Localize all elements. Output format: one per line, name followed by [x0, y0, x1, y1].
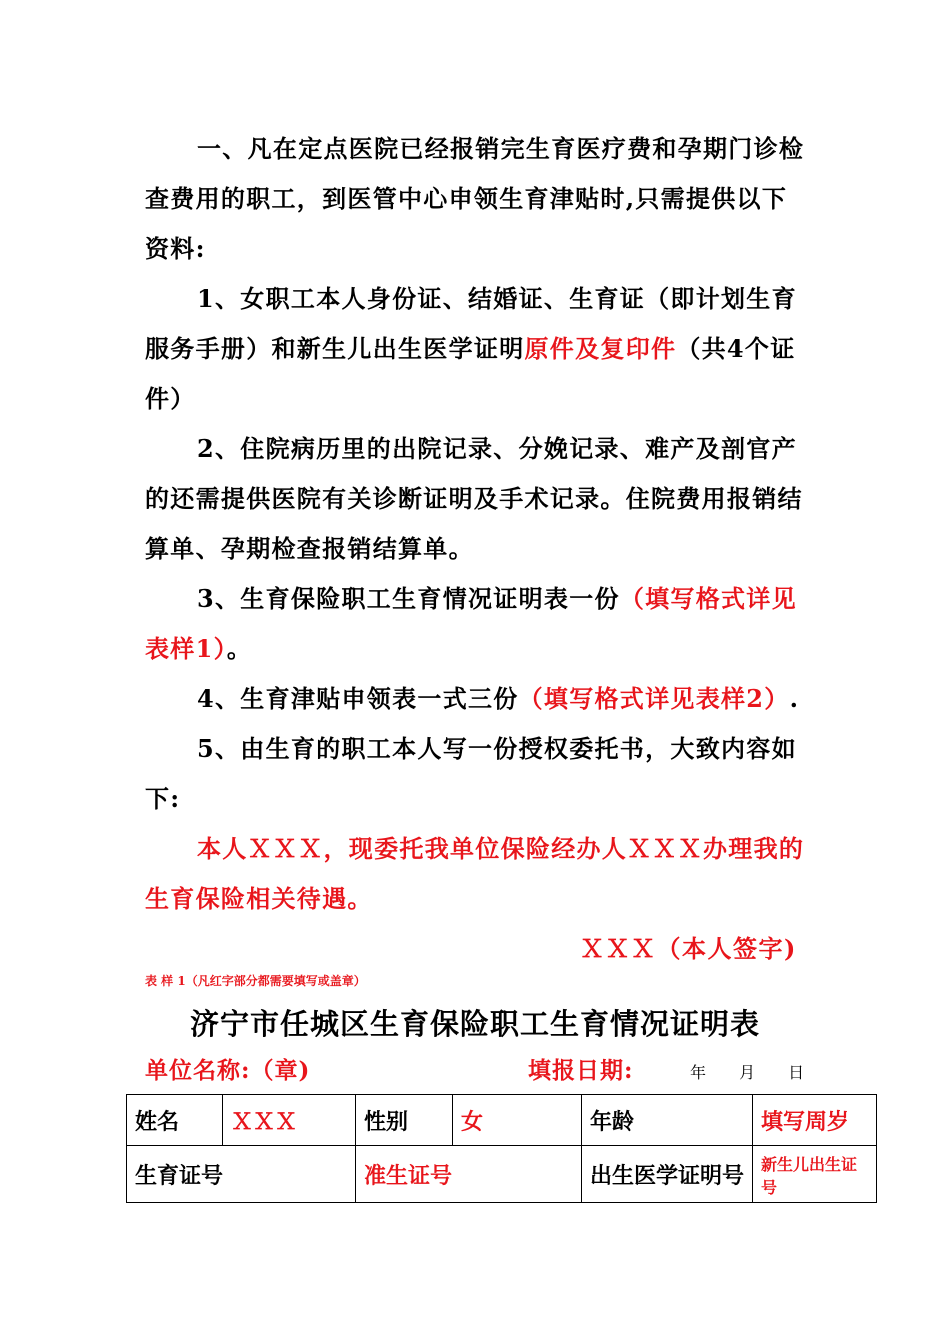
item-3-suffix: 。	[226, 634, 253, 663]
item-3-text: 3、生育保险职工生育情况证明表一份	[197, 584, 620, 613]
authorization-paragraph	[145, 824, 810, 924]
signature-line: ＸＸＸ（本人签字)	[580, 934, 797, 963]
medical-cert-label: 出生医学证明号	[582, 1146, 753, 1203]
item-4-highlight: （填写格式详见表样2）	[518, 684, 790, 713]
birth-cert-value: 准生证号	[356, 1146, 582, 1203]
table-row	[127, 1095, 877, 1146]
item-5-text: 5、由生育的职工本人写一份授权委托书，大致内容如下:	[145, 734, 797, 813]
name-label: 姓名	[127, 1095, 223, 1146]
sample-note: 表 样 1（凡红字部分都需要填写或盖章）	[145, 974, 366, 988]
gender-label: 性别	[356, 1095, 453, 1146]
unit-name-label: 单位名称:（章)	[145, 1057, 311, 1084]
item-3-paragraph	[145, 574, 810, 674]
item-5-paragraph	[145, 724, 810, 824]
item-1-paragraph	[145, 274, 810, 424]
authorization-text: 本人ＸＸＸ，现委托我单位保险经办人ＸＸＸ办理我的生育保险相关待遇。	[145, 834, 805, 913]
birth-cert-label: 生育证号	[127, 1146, 356, 1203]
item-3-highlight: （填写格式详见表样1）	[145, 584, 797, 663]
age-label: 年龄	[582, 1095, 753, 1146]
item-4-text: 4、生育津贴申领表一式三份	[197, 684, 519, 713]
intro-paragraph	[145, 124, 810, 274]
certificate-table	[126, 1094, 877, 1203]
table-row	[127, 1146, 877, 1203]
gender-value: 女	[453, 1095, 582, 1146]
item-2-paragraph	[145, 424, 810, 574]
item-1-highlight: 原件及复印件	[524, 334, 677, 363]
fill-date-label: 填报日期:	[528, 1057, 634, 1084]
intro-text: 一、凡在定点医院已经报销完生育医疗费和孕期门诊检查费用的职工，到医管中心申领生育津贴时,只需提供以下资料:	[145, 134, 805, 263]
item-4-suffix: .	[789, 684, 800, 713]
medical-cert-value: 新生儿出生证号	[753, 1146, 877, 1203]
form-title: 济宁市任城区生育保险职工生育情况证明表	[189, 1007, 760, 1041]
item-4-paragraph	[145, 674, 810, 724]
item-1-suffix: （共4个证件）	[145, 334, 796, 413]
item-2-text: 2、住院病历里的出院记录、分娩记录、难产及剖官产的还需提供医院有关诊断证明及手术记录。住院费用报销结算单、孕期检查报销结算单。	[145, 434, 803, 563]
name-value: ＸＸＸ	[223, 1095, 356, 1146]
date-placeholder: 年 月 日	[690, 1063, 819, 1082]
age-value: 填写周岁	[753, 1095, 877, 1146]
item-1-text: 1、女职工本人身份证、结婚证、生育证（即计划生育服务手册）和新生儿出生医学证明	[145, 284, 797, 363]
